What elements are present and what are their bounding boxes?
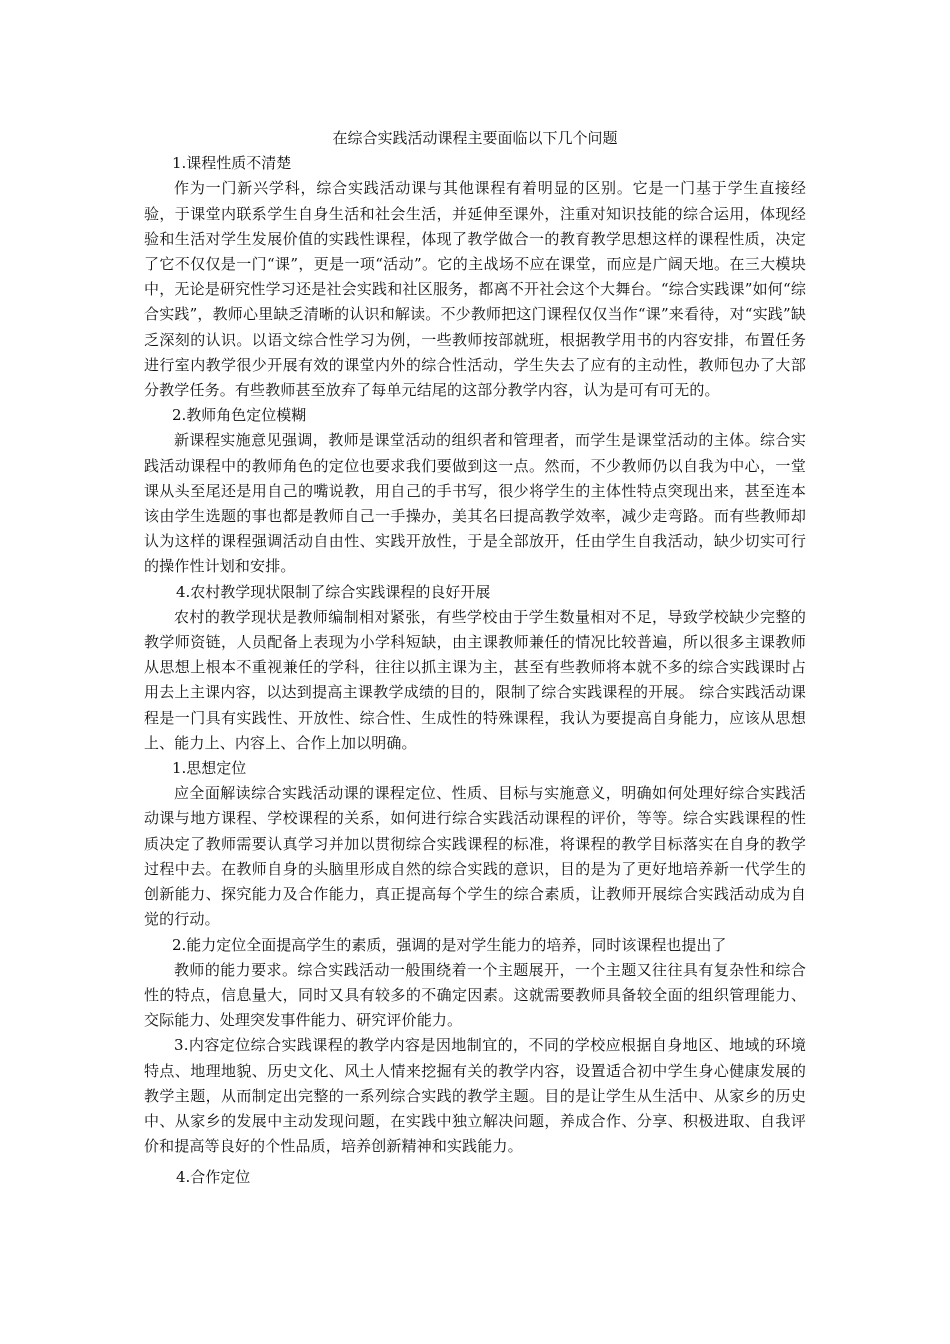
document-title: 在综合实践活动课程主要面临以下几个问题 — [332, 129, 618, 147]
section-paragraph-5: 教师的能力要求。综合实践活动一般围绕着一个主题展开，一个主题又往往具有复杂性和综合性的特点，信息量大，同时又具有较多的不确定因素。这就需要教师具备较全面的组织管理能力、交际能力、处理突发事件能力、研究评价能力。 — [144, 960, 806, 1030]
section-paragraph-2: 新课程实施意见强调，教师是课堂活动的组织者和管理者，而学生是课堂活动的主体。综合实践活动课程中的教师角色的定位也要求我们要做到这一点。然而，不少教师仍以自我为中心，一堂课从头至尾还是用自己的嘴说教，用自己的手书写，很少将学生的主体性特点突现出来，甚至连本该由学生选题的事也都是教师自己一手操办，美其名曰提高教学效率，减少走弯路。而有些教师却认为这样的课程强调活动自由性、实践开放性，于是全部放开，任由学生自我活动，缺少切实可行的操作性计划和安排。 — [144, 431, 806, 576]
section-paragraph-1: 作为一门新兴学科，综合实践活动课与其他课程有着明显的区别。它是一门基于学生直接经验，于课堂内联系学生自身生活和社会生活，并延伸至课外，注重对知识技能的综合运用，体现经验和生活对学生发展价值的实践性课程，体现了教学做合一的教育教学思想这样的课程性质，决定了它不仅仅是一门“课”，更是一项“活动”。它的主战场不应在课堂，而应是广阔天地。在三大模块中，无论是研究性学习还是社会实践和社区服务，都离不开社会这个大舞台。“综合实践课”如何“综合实践”，教师心里缺乏清晰的认识和解读。不少教师把这门课程仅仅当作“课”来看待，对“实践”缺乏深刻的认识。以语文综合性学习为例，一些教师按部就班，根据教学用书的内容安排，布置任务进行室内教学很少开展有效的课堂内外的综合性活动，学生失去了应有的主动性，教师包办了大部分教学任务。有些教师甚至放弃了每单元结尾的这部分教学内容，认为是可有可无的。 — [144, 179, 806, 400]
section-heading-1: 1.课程性质不清楚 — [172, 154, 292, 173]
section-paragraph-4: 应全面解读综合实践活动课的课程定位、性质、目标与实施意义，明确如何处理好综合实践活动课与地方课程、学校课程的关系，如何进行综合实践活动课程的评价，等等。综合实践课程的性质决定了教师需要认真学习并加以贯彻综合实践课程的标准，将课程的教学目标落实在自身的教学过程中去。在教师自身的头脑里形成自然的综合实践的意识，目的是为了更好地培养新一代学生的创新能力、探究能力及合作能力，真正提高每个学生的综合素质，让教师开展综合实践活动成为自觉的行动。 — [144, 784, 806, 929]
section-heading-4: 1.思想定位 — [172, 759, 247, 778]
section-heading-3: 4.农村教学现状限制了综合实践课程的良好开展 — [176, 582, 491, 601]
section-heading-7: 4.合作定位 — [176, 1168, 251, 1187]
section-paragraph-6: 3.内容定位综合实践课程的教学内容是因地制宜的，不同的学校应根据自身地区、地域的环境特点、地理地貌、历史文化、风土人情来挖掘有关的教学内容，设置适合初中学生身心健康发展的教学主题，从而制定出完整的一系列综合实践的教学主题。目的是让学生从生活中、从家乡的历史中、从家乡的发展中主动发现问题，在实践中独立解决问题，养成合作、分享、积极进取、自我评价和提高等良好的个性品质，培养创新精神和实践能力。 — [144, 1036, 806, 1156]
section-heading-5: 2.能力定位全面提高学生的素质，强调的是对学生能力的培养，同时该课程也提出了 — [172, 935, 727, 954]
section-paragraph-3: 农村的教学现状是教师编制相对紧张，有些学校由于学生数量相对不足，导致学校缺少完整的教学师资链，人员配备上表现为小学科短缺，由主课教师兼任的情况比较普遍，所以很多主课教师从思想上根本不重视兼任的学科，往往以抓主课为主，甚至有些教师将本就不多的综合实践课时占用去上主课内容，以达到提高主课教学成绩的目的，限制了综合实践课程的开展。 综合实践活动课程是一门具有实践性、开放性、综合性、生成性的特殊课程，我认为要提高自身能力，应该从思想上、能力上、内容上、合作上加以明确。 — [144, 607, 806, 752]
section-heading-2: 2.教师角色定位模糊 — [172, 406, 307, 425]
document-body — [144, 126, 806, 1191]
